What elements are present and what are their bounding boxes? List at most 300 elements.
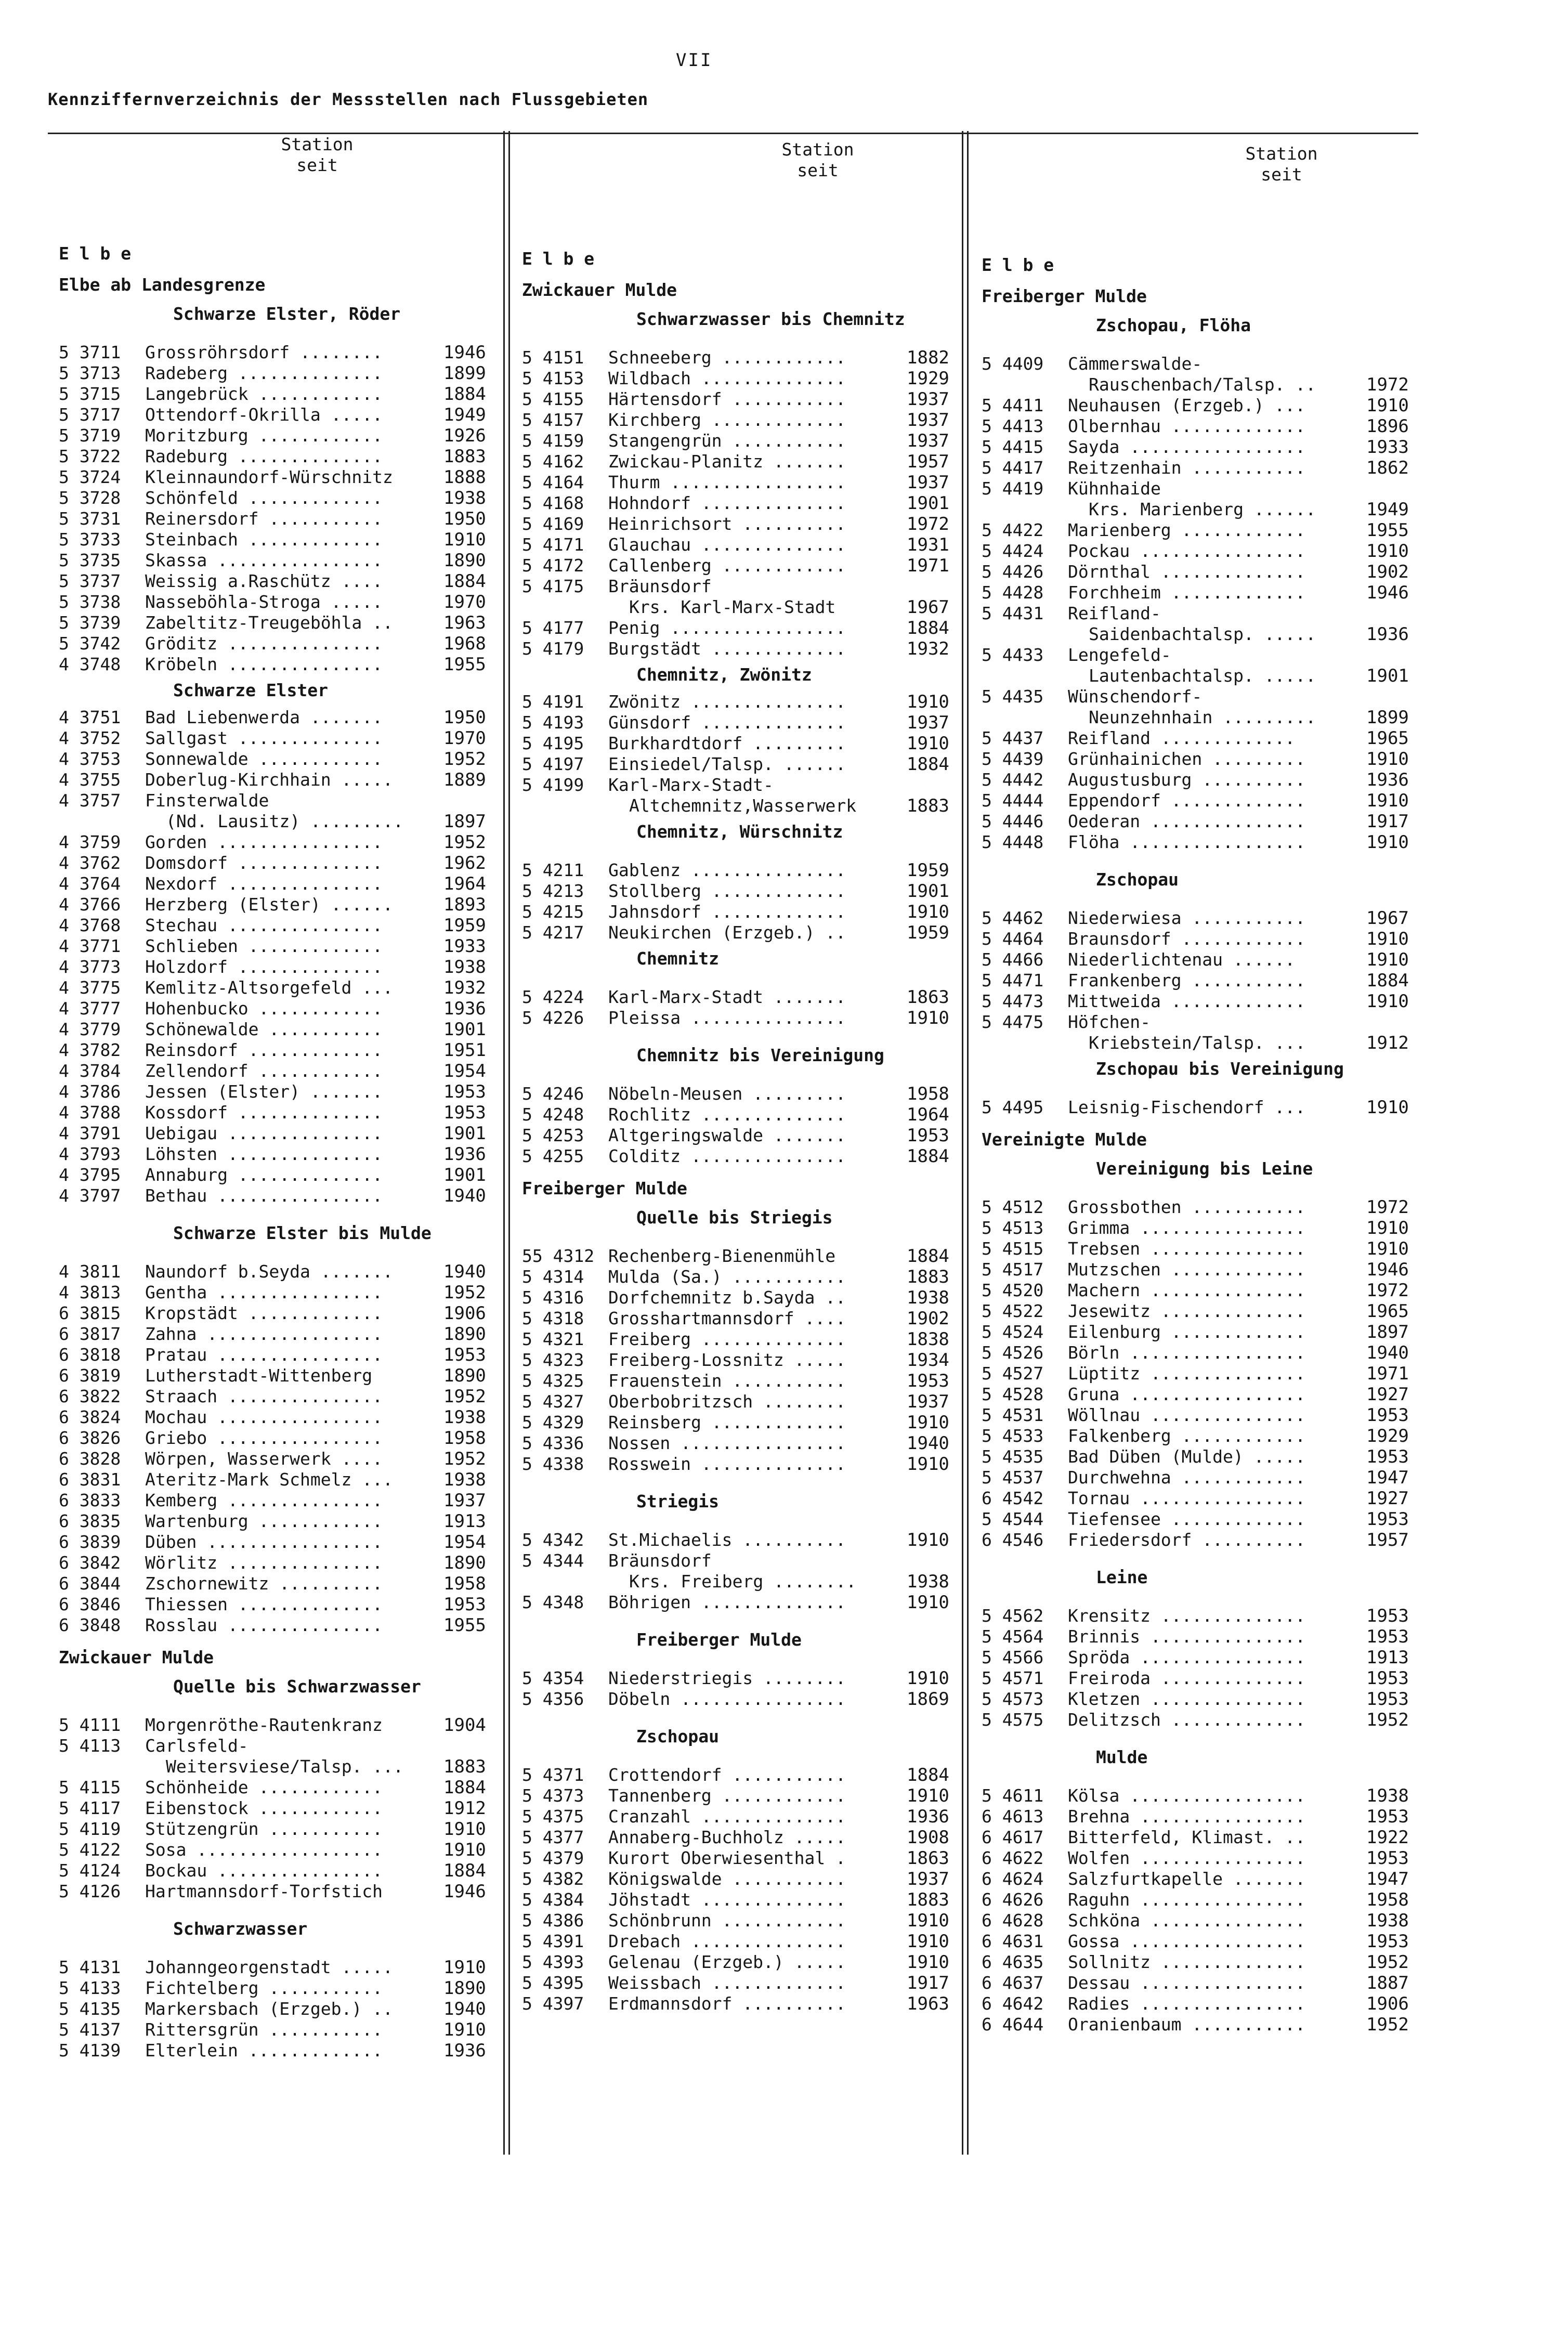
section-heading: Chemnitz bis Vereinigung — [636, 1045, 884, 1065]
station-code: 5 4172 — [522, 555, 584, 576]
station-year: 1910 — [907, 1592, 949, 1613]
station-year: 1889 — [443, 770, 486, 790]
station-name: Sayda ................. — [1068, 437, 1305, 457]
station-year: 1954 — [443, 1532, 486, 1553]
station-code: 5 4193 — [522, 712, 584, 733]
section-heading: Zschopau, Flöha — [1096, 315, 1251, 335]
station-year: 1910 — [1366, 1218, 1409, 1238]
station-code: 5 4323 — [522, 1350, 584, 1370]
station-year: 1937 — [907, 410, 949, 431]
station-code: 5 3715 — [59, 384, 121, 404]
station-name: Ateritz-Mark Schmelz ... — [145, 1469, 393, 1490]
station-year: 1937 — [907, 472, 949, 493]
station-year: 1884 — [907, 1146, 949, 1167]
station-year: 1922 — [1366, 1827, 1409, 1848]
station-name: Thurm ................. — [608, 472, 846, 492]
station-name: Börln ................. — [1068, 1342, 1305, 1363]
station-year: 1931 — [907, 534, 949, 555]
station-name: Hartmannsdorf-Torfstich — [145, 1881, 383, 1901]
station-year: 1938 — [907, 1287, 949, 1308]
station-year: 1967 — [907, 597, 949, 618]
station-name: Thiessen .............. — [145, 1594, 383, 1614]
station-name: Raguhn ................ — [1068, 1889, 1305, 1910]
station-code: 5 4517 — [982, 1259, 1044, 1280]
station-name: Rosslau ............... — [145, 1615, 383, 1635]
station-name: Falkenberg ............ — [1068, 1426, 1305, 1446]
station-code: 6 3848 — [59, 1615, 121, 1635]
station-year: 1899 — [1366, 707, 1409, 728]
station-name: Mochau ................ — [145, 1407, 383, 1427]
station-code: 5 4475 — [982, 1012, 1044, 1032]
station-name-continued: Altchemnitz,Wasserwerk — [629, 796, 857, 816]
station-code: 5 4466 — [982, 949, 1044, 970]
station-name: Leisnig-Fischendorf ... — [1068, 1097, 1305, 1117]
station-year: 1929 — [1366, 1426, 1409, 1446]
station-code: 4 3775 — [59, 977, 121, 998]
station-year: 1953 — [1366, 1606, 1409, 1626]
station-code: 5 4248 — [522, 1104, 584, 1125]
station-name: Nexdorf ............... — [145, 873, 383, 894]
station-year: 1953 — [443, 1594, 486, 1615]
station-name: Pleissa ............... — [608, 1008, 846, 1028]
station-year: 1910 — [1366, 991, 1409, 1012]
station-name: Niederstriegis ........ — [608, 1668, 846, 1688]
station-code: 5 4226 — [522, 1008, 584, 1028]
station-name: Doberlug-Kirchhain ..... — [145, 770, 393, 790]
station-code: 5 4411 — [982, 395, 1044, 415]
station-year: 1953 — [443, 1345, 486, 1365]
station-code: 5 4119 — [59, 1819, 121, 1839]
station-year: 1910 — [907, 1952, 949, 1973]
station-name: Kleinnaundorf-Würschnitz — [145, 467, 393, 487]
station-name: Eibenstock ............ — [145, 1798, 383, 1818]
station-code: 6 3839 — [59, 1532, 121, 1552]
station-year: 1910 — [1366, 1097, 1409, 1118]
station-code: 5 4524 — [982, 1322, 1044, 1342]
station-year: 1890 — [443, 1324, 486, 1345]
station-name: Markersbach (Erzgeb.) .. — [145, 1999, 393, 2019]
station-year: 1946 — [1366, 1259, 1409, 1280]
station-code: 5 4522 — [982, 1301, 1044, 1321]
station-code: 4 3755 — [59, 770, 121, 790]
station-year: 1952 — [443, 1386, 486, 1407]
station-year: 1902 — [907, 1308, 949, 1329]
station-code: 5 4316 — [522, 1287, 584, 1308]
station-year: 1938 — [1366, 1785, 1409, 1806]
station-name: Kemberg ............... — [145, 1490, 383, 1510]
station-code: 5 4159 — [522, 431, 584, 451]
station-code: 5 4544 — [982, 1509, 1044, 1529]
station-name: Delitzsch ............. — [1068, 1710, 1305, 1730]
station-name: Dessau ................ — [1068, 1973, 1305, 1993]
station-year: 1940 — [907, 1433, 949, 1454]
station-code: 5 4413 — [982, 416, 1044, 436]
station-year: 1952 — [443, 749, 486, 770]
station-year: 1958 — [443, 1573, 486, 1594]
station-code: 5 4124 — [59, 1860, 121, 1881]
station-name: Kühnhaide — [1068, 478, 1161, 499]
station-year: 1970 — [443, 592, 486, 612]
station-code: 4 3759 — [59, 832, 121, 852]
station-name: Bräunsdorf — [608, 1550, 712, 1571]
station-year: 1952 — [1366, 1710, 1409, 1730]
station-code: 5 4386 — [522, 1910, 584, 1931]
station-name: Flöha ................. — [1068, 832, 1305, 852]
station-year: 1940 — [443, 1999, 486, 2019]
station-year: 1972 — [1366, 1280, 1409, 1301]
station-name-continued: Neunzehnhain ......... — [1089, 707, 1316, 727]
station-name: Zellendorf ............ — [145, 1061, 383, 1081]
station-code: 4 3793 — [59, 1144, 121, 1164]
station-year: 1884 — [907, 1765, 949, 1785]
section-heading: Vereinigung bis Leine — [1096, 1158, 1313, 1179]
station-code: 5 4573 — [982, 1689, 1044, 1709]
station-year: 1927 — [1366, 1384, 1409, 1405]
station-code: 6 4637 — [982, 1973, 1044, 1993]
station-code: 4 3753 — [59, 749, 121, 769]
station-code: 5 4211 — [522, 860, 584, 880]
station-year: 1971 — [907, 555, 949, 576]
station-name: Reifland ............. — [1068, 728, 1296, 748]
station-name: Freiroda .............. — [1068, 1668, 1305, 1688]
station-year: 1910 — [1366, 929, 1409, 949]
station-name: Johanngeorgenstadt ..... — [145, 1957, 393, 1977]
station-year: 1953 — [1366, 1668, 1409, 1689]
document-title: Kennziffernverzeichnis der Messstellen nach Flussgebieten — [48, 89, 649, 109]
station-name: Wöllnau ............... — [1068, 1405, 1305, 1425]
station-name: Niederlichtenau ...... — [1068, 949, 1296, 970]
station-code: 5 4448 — [982, 832, 1044, 852]
station-year: 1937 — [907, 1869, 949, 1889]
station-code: 5 4533 — [982, 1426, 1044, 1446]
station-name: Jessen (Elster) ....... — [145, 1081, 383, 1102]
station-year: 1917 — [907, 1973, 949, 1993]
station-year: 1884 — [1366, 970, 1409, 991]
station-name: Zschornewitz .......... — [145, 1573, 383, 1594]
station-code: 5 4111 — [59, 1715, 121, 1735]
section-heading: Chemnitz, Zwönitz — [636, 664, 812, 685]
station-code: 5 4462 — [982, 908, 1044, 928]
column-header-station: Station — [781, 139, 854, 160]
station-code: 5 4373 — [522, 1785, 584, 1806]
station-year: 1927 — [1366, 1488, 1409, 1509]
station-year: 1940 — [443, 1261, 486, 1282]
station-code: 4 3779 — [59, 1019, 121, 1039]
station-year: 1882 — [907, 347, 949, 368]
station-year: 1910 — [443, 1819, 486, 1840]
station-year: 1933 — [1366, 437, 1409, 458]
station-name: Rosswein .............. — [608, 1454, 846, 1474]
station-code: 5 4575 — [982, 1710, 1044, 1730]
station-name: Düben ................. — [145, 1532, 383, 1552]
river-heading: E l b e — [59, 243, 132, 264]
station-year: 1910 — [1366, 1238, 1409, 1259]
station-year: 1883 — [907, 796, 949, 816]
station-code: 5 4354 — [522, 1668, 584, 1688]
station-name: Elterlein ............. — [145, 2040, 383, 2061]
station-code: 5 3733 — [59, 529, 121, 550]
column-header-station: Station — [281, 134, 354, 154]
station-name: Wartenburg ............ — [145, 1511, 383, 1531]
station-name: Radeburg .............. — [145, 446, 383, 466]
station-name: Gentha ................ — [145, 1282, 383, 1302]
station-name: Schköna ............... — [1068, 1910, 1305, 1931]
station-code: 4 3797 — [59, 1185, 121, 1206]
station-year: 1952 — [1366, 2014, 1409, 2035]
station-code: 6 4626 — [982, 1889, 1044, 1910]
station-code: 55 4312 — [522, 1246, 595, 1266]
station-year: 1910 — [1366, 395, 1409, 416]
station-name: Spröda ................ — [1068, 1647, 1305, 1667]
station-code: 5 4397 — [522, 1993, 584, 2014]
station-code: 4 3813 — [59, 1282, 121, 1302]
station-name: Lüptitz ............... — [1068, 1363, 1305, 1384]
station-name: Burgstädt ............. — [608, 638, 846, 659]
station-name-continued: Weitersviese/Talsp. ... — [166, 1756, 403, 1777]
station-name: Karl-Marx-Stadt- — [608, 775, 774, 795]
station-code: 5 3737 — [59, 571, 121, 591]
section-heading: Zschopau bis Vereinigung — [1096, 1059, 1344, 1079]
station-name: Nossen ................ — [608, 1433, 846, 1453]
station-name: Dorfchemnitz b.Sayda .. — [608, 1287, 846, 1308]
station-year: 1936 — [1366, 770, 1409, 790]
station-year: 1953 — [1366, 1848, 1409, 1869]
column-divider — [508, 131, 510, 2155]
column-header-seit: seit — [1261, 164, 1302, 185]
station-year: 1910 — [907, 1530, 949, 1550]
station-name: Königswalde ........... — [608, 1869, 846, 1889]
station-name: Domsdorf .............. — [145, 853, 383, 873]
station-year: 1946 — [443, 342, 486, 363]
station-year: 1952 — [443, 832, 486, 853]
station-code: 5 4179 — [522, 638, 584, 659]
column-divider — [967, 131, 969, 2155]
station-year: 1958 — [443, 1428, 486, 1449]
station-year: 1890 — [443, 550, 486, 571]
station-year: 1910 — [907, 1454, 949, 1475]
station-year: 1884 — [443, 1777, 486, 1798]
station-year: 1897 — [1366, 1322, 1409, 1342]
station-name: Radeberg .............. — [145, 363, 383, 383]
station-code: 5 4224 — [522, 987, 584, 1007]
station-code: 5 4171 — [522, 534, 584, 555]
station-code: 5 4342 — [522, 1530, 584, 1550]
station-name: Kemlitz-Altsorgefeld ... — [145, 977, 393, 998]
station-code: 5 4131 — [59, 1957, 121, 1977]
station-code: 5 4428 — [982, 582, 1044, 603]
station-name: Brinnis ............... — [1068, 1626, 1305, 1647]
station-name: Tiefensee ............. — [1068, 1509, 1305, 1529]
station-code: 5 4446 — [982, 811, 1044, 831]
station-code: 6 4542 — [982, 1488, 1044, 1508]
station-name: Wolfen ................ — [1068, 1848, 1305, 1868]
station-name: Rittersgrün ........... — [145, 2019, 383, 2040]
station-code: 5 4162 — [522, 451, 584, 472]
station-year: 1952 — [1366, 1952, 1409, 1973]
station-name: Schönbrunn ............ — [608, 1910, 846, 1931]
station-code: 5 4137 — [59, 2019, 121, 2040]
station-year: 1863 — [907, 987, 949, 1008]
station-name: Marienberg ............ — [1068, 520, 1305, 540]
station-year: 1910 — [1366, 790, 1409, 811]
station-code: 5 4515 — [982, 1238, 1044, 1259]
station-name: Gröditz ............... — [145, 633, 383, 654]
station-code: 5 4437 — [982, 728, 1044, 748]
station-name: Ottendorf-Okrilla ..... — [145, 405, 383, 425]
station-name: Jesewitz .............. — [1068, 1301, 1305, 1321]
station-name: Tannenberg ............ — [608, 1785, 846, 1806]
station-year: 1884 — [907, 1246, 949, 1267]
station-year: 1972 — [907, 514, 949, 534]
station-name: Dörnthal .............. — [1068, 562, 1305, 582]
station-name: Crottendorf ........... — [608, 1765, 846, 1785]
station-name: Freiberg-Lossnitz ..... — [608, 1350, 846, 1370]
station-year: 1953 — [907, 1371, 949, 1391]
station-name: Langebrück ............ — [145, 384, 383, 404]
station-name: Pockau ................ — [1068, 541, 1305, 561]
station-name: Zahna ................. — [145, 1324, 383, 1344]
station-name: Schlieben ............. — [145, 936, 383, 956]
station-name: Grimma ................ — [1068, 1218, 1305, 1238]
station-year: 1962 — [443, 853, 486, 873]
station-code: 4 3771 — [59, 936, 121, 956]
station-code: 4 3786 — [59, 1081, 121, 1102]
station-year: 1901 — [443, 1165, 486, 1185]
station-code: 5 4126 — [59, 1881, 121, 1901]
station-code: 4 3788 — [59, 1102, 121, 1123]
station-name: Böhrigen .............. — [608, 1592, 846, 1612]
station-name: Bad Düben (Mulde) ..... — [1068, 1446, 1305, 1467]
station-year: 1932 — [443, 977, 486, 998]
station-code: 6 4617 — [982, 1827, 1044, 1847]
station-name: Höfchen- — [1068, 1012, 1151, 1032]
station-code: 4 3784 — [59, 1061, 121, 1081]
station-year: 1953 — [1366, 1405, 1409, 1426]
station-code: 5 4191 — [522, 692, 584, 712]
station-year: 1910 — [907, 1910, 949, 1931]
section-heading: Quelle bis Schwarzwasser — [173, 1676, 421, 1697]
basin-heading: Freiberger Mulde — [982, 286, 1147, 306]
station-name: Altgeringswalde ....... — [608, 1125, 846, 1145]
station-name: Reinsberg ............. — [608, 1412, 846, 1432]
station-year: 1946 — [443, 1881, 486, 1902]
station-code: 5 4439 — [982, 749, 1044, 769]
station-year: 1952 — [443, 1282, 486, 1303]
station-year: 1901 — [907, 881, 949, 902]
station-code: 5 3717 — [59, 405, 121, 425]
station-year: 1913 — [1366, 1647, 1409, 1668]
station-name: Sonnewalde ............ — [145, 749, 383, 769]
station-name: Krensitz .............. — [1068, 1606, 1305, 1626]
station-code: 5 4379 — [522, 1848, 584, 1868]
station-code: 5 4338 — [522, 1454, 584, 1474]
station-name: Zabeltitz-Treugeböhla .. — [145, 612, 393, 633]
station-year: 1958 — [907, 1084, 949, 1104]
station-name: Oranienbaum ........... — [1068, 2014, 1305, 2035]
station-year: 1933 — [443, 936, 486, 957]
station-code: 6 3818 — [59, 1345, 121, 1365]
basin-heading: Zwickauer Mulde — [522, 280, 677, 300]
section-heading: Schwarze Elster — [173, 680, 329, 700]
station-name-continued: Rauschenbach/Talsp. .. — [1089, 374, 1316, 395]
station-code: 5 4321 — [522, 1329, 584, 1349]
station-year: 1938 — [907, 1571, 949, 1592]
station-year: 1910 — [907, 902, 949, 922]
station-code: 6 3826 — [59, 1428, 121, 1448]
column-divider — [962, 131, 963, 2155]
river-heading: E l b e — [522, 249, 595, 269]
station-year: 1938 — [1366, 1910, 1409, 1931]
station-year: 1947 — [1366, 1869, 1409, 1889]
station-year: 1938 — [443, 488, 486, 508]
station-code: 5 4336 — [522, 1433, 584, 1453]
station-name-continued: Saidenbachtalsp. ..... — [1089, 624, 1316, 644]
station-code: 5 4164 — [522, 472, 584, 492]
station-name: Hohenbucko ............ — [145, 998, 383, 1019]
station-code: 5 4426 — [982, 562, 1044, 582]
station-name: Neuhausen (Erzgeb.) ... — [1068, 395, 1305, 415]
station-name: Moritzburg ............ — [145, 425, 383, 446]
station-name: Tornau ................ — [1068, 1488, 1305, 1508]
station-year: 1910 — [907, 1668, 949, 1689]
station-name: Oederan ............... — [1068, 811, 1305, 831]
station-code: 5 4133 — [59, 1978, 121, 1998]
station-year: 1964 — [443, 873, 486, 894]
station-code: 6 3817 — [59, 1324, 121, 1344]
station-name: Cranzahl .............. — [608, 1806, 846, 1827]
station-code: 4 3764 — [59, 873, 121, 894]
station-name: Machern ............... — [1068, 1280, 1305, 1300]
section-heading: Schwarze Elster, Röder — [173, 304, 401, 324]
station-name: Zwickau-Planitz ....... — [608, 451, 846, 472]
station-code: 5 4327 — [522, 1391, 584, 1412]
station-name: Radies ................ — [1068, 1993, 1305, 2014]
station-name: Heinrichsort .......... — [608, 514, 846, 534]
station-year: 1863 — [907, 1848, 949, 1869]
station-name: Trebsen ............... — [1068, 1238, 1305, 1259]
station-name: Friedersdorf .......... — [1068, 1530, 1305, 1550]
station-name: Kletzen ............... — [1068, 1689, 1305, 1709]
station-name-continued: Kriebstein/Talsp. ... — [1089, 1033, 1306, 1053]
station-year: 1967 — [1366, 908, 1409, 929]
station-name: Reinsdorf ............. — [145, 1040, 383, 1060]
station-name: Reifland- — [1068, 603, 1161, 623]
station-year: 1926 — [443, 425, 486, 446]
station-year: 1972 — [1366, 1197, 1409, 1218]
station-code: 6 4624 — [982, 1869, 1044, 1889]
station-year: 1929 — [907, 368, 949, 389]
station-year: 1940 — [443, 1185, 486, 1206]
station-year: 1936 — [443, 1144, 486, 1165]
station-name: Stangengrün ........... — [608, 431, 846, 451]
station-year: 1883 — [443, 446, 486, 467]
station-name: Annaberg-Buchholz ..... — [608, 1827, 846, 1847]
station-code: 5 3742 — [59, 633, 121, 654]
station-name: Karl-Marx-Stadt ....... — [608, 987, 846, 1007]
station-year: 1899 — [443, 363, 486, 384]
station-code: 5 4377 — [522, 1827, 584, 1847]
station-name-continued: Krs. Karl-Marx-Stadt — [629, 597, 836, 617]
station-year: 1884 — [907, 754, 949, 775]
station-name: Augustusburg .......... — [1068, 770, 1305, 790]
station-name: Gablenz ............... — [608, 860, 846, 880]
station-name: Weissbach ............. — [608, 1973, 846, 1993]
station-code: 5 4157 — [522, 410, 584, 430]
station-code: 5 4318 — [522, 1308, 584, 1328]
station-year: 1883 — [443, 1756, 486, 1777]
station-code: 6 3846 — [59, 1594, 121, 1614]
station-year: 1955 — [443, 654, 486, 675]
